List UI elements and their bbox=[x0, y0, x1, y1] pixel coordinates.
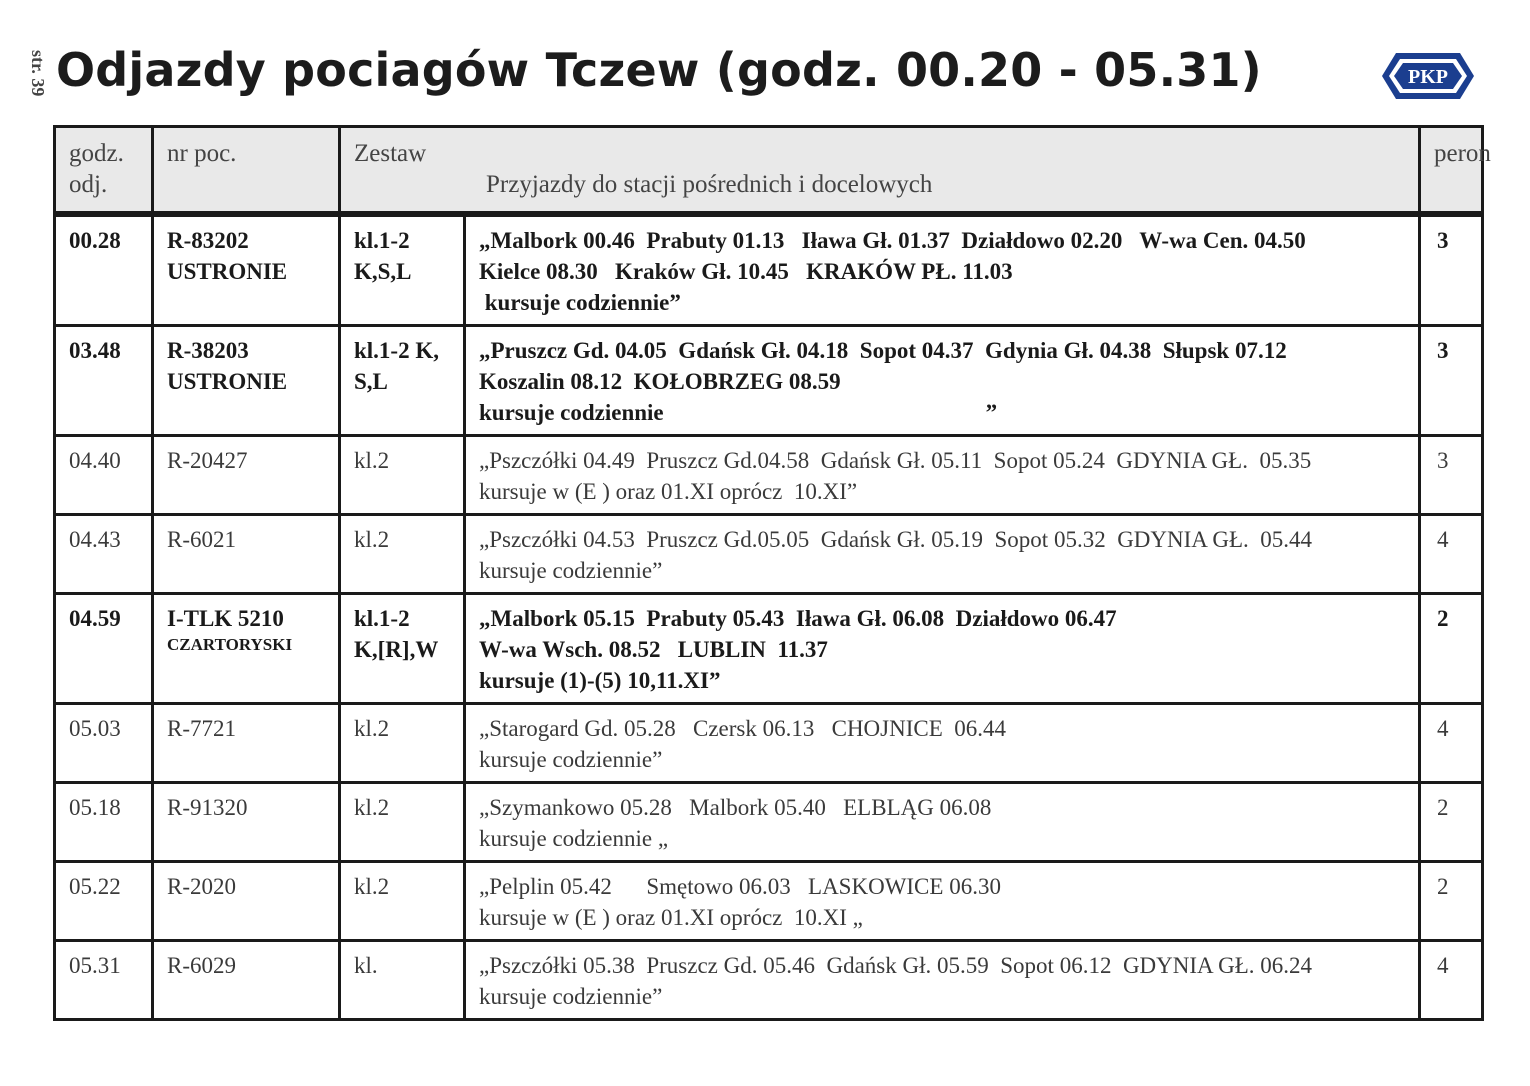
route-line: kursuje codziennie” bbox=[479, 747, 663, 772]
composition-cell bbox=[340, 941, 465, 1020]
route-line: „Pszczółki 04.49 Pruszcz Gd.04.58 Gdańsk Gł. 05.11 Sopot 05.24 GDYNIA GŁ. 05.35 bbox=[479, 448, 1312, 473]
departure-time-cell: 04.40 bbox=[55, 436, 153, 515]
header-route: Przyjazdy do stacji pośrednich i docelowych bbox=[486, 171, 933, 198]
route-cell bbox=[465, 941, 1420, 1020]
departure-time-cell: 05.03 bbox=[55, 704, 153, 783]
route-line: „Pszczółki 04.53 Pruszcz Gd.05.05 Gdańsk Gł. 05.19 Sopot 05.32 GDYNIA GŁ. 05.44 bbox=[479, 527, 1313, 552]
route-line: kursuje w (E ) oraz 01.XI oprócz 10.XI” bbox=[479, 479, 858, 504]
composition-line: kl.2 bbox=[354, 874, 390, 899]
composition-line: kl.1-2 K, bbox=[354, 338, 439, 363]
departure-time-cell: 04.59 bbox=[55, 594, 153, 704]
route-cell bbox=[465, 326, 1420, 436]
composition-line: kl.1-2 bbox=[354, 228, 410, 253]
composition-line: S,L bbox=[354, 369, 388, 394]
route-cell bbox=[465, 704, 1420, 783]
train-name: USTRONIE bbox=[167, 369, 288, 394]
train-name: USTRONIE bbox=[167, 259, 288, 284]
train-number-cell bbox=[153, 862, 340, 941]
train-number-cell bbox=[153, 704, 340, 783]
route-line: kursuje codziennie” bbox=[479, 290, 681, 315]
train-number: R-20427 bbox=[167, 448, 248, 473]
train-number: I-TLK 5210 bbox=[167, 606, 284, 631]
page-title: Odjazdy pociagów Tczew (godz. 00.20 - 05.31) bbox=[56, 43, 1262, 97]
departure-time-cell: 04.43 bbox=[55, 515, 153, 594]
pkp-logo-text: PKP bbox=[1408, 66, 1448, 88]
platform-cell: 3 bbox=[1420, 326, 1483, 436]
departure-time-cell: 03.48 bbox=[55, 326, 153, 436]
header-time-line-2: odj. bbox=[69, 171, 108, 198]
route-line: Koszalin 08.12 KOŁOBRZEG 08.59 bbox=[479, 369, 841, 394]
header-composition: Zestaw bbox=[354, 140, 427, 167]
composition-line: kl.1-2 bbox=[354, 606, 410, 631]
departure-time-cell: 05.18 bbox=[55, 783, 153, 862]
route-line: kursuje w (E ) oraz 01.XI oprócz 10.XI „ bbox=[479, 905, 863, 930]
route-cell bbox=[465, 214, 1420, 326]
pkp-logo bbox=[1380, 50, 1476, 102]
header-time-line-1: godz. bbox=[69, 140, 124, 167]
train-number-cell bbox=[153, 326, 340, 436]
table-row bbox=[55, 783, 1483, 862]
composition-cell bbox=[340, 326, 465, 436]
train-number: R-83202 bbox=[167, 228, 249, 253]
departures-table-body bbox=[55, 214, 1483, 1020]
route-line: kursuje codziennie ” bbox=[479, 400, 998, 425]
departure-time-cell: 05.22 bbox=[55, 862, 153, 941]
train-number-cell bbox=[153, 594, 340, 704]
route-line: „Pelplin 05.42 Smętowo 06.03 LASKOWICE 06.30 bbox=[479, 874, 1001, 899]
platform-cell: 3 bbox=[1420, 436, 1483, 515]
composition-line: kl.2 bbox=[354, 448, 390, 473]
composition-cell bbox=[340, 704, 465, 783]
route-cell bbox=[465, 436, 1420, 515]
train-number: R-2020 bbox=[167, 874, 236, 899]
route-line: „Pruszcz Gd. 04.05 Gdańsk Gł. 04.18 Sopot 04.37 Gdynia Gł. 04.38 Słupsk 07.12 bbox=[479, 338, 1287, 363]
composition-line: K,S,L bbox=[354, 259, 412, 284]
route-cell bbox=[465, 783, 1420, 862]
route-line: „Starogard Gd. 05.28 Czersk 06.13 CHOJNICE 06.44 bbox=[479, 716, 1007, 741]
route-line: „Malbork 05.15 Prabuty 05.43 Iława Gł. 06.08 Działdowo 06.47 bbox=[479, 606, 1117, 631]
table-row bbox=[55, 862, 1483, 941]
composition-cell bbox=[340, 594, 465, 704]
train-number-cell bbox=[153, 941, 340, 1020]
composition-line: kl.2 bbox=[354, 716, 390, 741]
composition-line: kl. bbox=[354, 953, 378, 978]
table-row bbox=[55, 326, 1483, 436]
train-number-cell bbox=[153, 515, 340, 594]
table-row bbox=[55, 436, 1483, 515]
table-row bbox=[55, 941, 1483, 1020]
composition-cell bbox=[340, 515, 465, 594]
composition-line: kl.2 bbox=[354, 527, 390, 552]
table-row bbox=[55, 704, 1483, 783]
platform-cell: 3 bbox=[1420, 214, 1483, 326]
route-line: „Pszczółki 05.38 Pruszcz Gd. 05.46 Gdańsk Gł. 05.59 Sopot 06.12 GDYNIA GŁ. 06.24 bbox=[479, 953, 1313, 978]
composition-cell bbox=[340, 214, 465, 326]
route-line: kursuje codziennie „ bbox=[479, 826, 669, 851]
platform-cell: 4 bbox=[1420, 704, 1483, 783]
route-line: „Malbork 00.46 Prabuty 01.13 Iława Gł. 01.37 Działdowo 02.20 W-wa Cen. 04.50 bbox=[479, 228, 1306, 253]
composition-cell bbox=[340, 862, 465, 941]
composition-cell bbox=[340, 783, 465, 862]
platform-cell: 2 bbox=[1420, 783, 1483, 862]
header-composition-route bbox=[340, 127, 1420, 215]
platform-cell: 4 bbox=[1420, 515, 1483, 594]
train-number-cell bbox=[153, 214, 340, 326]
page-number-label: str. 39 bbox=[28, 50, 48, 97]
departure-time-cell: 00.28 bbox=[55, 214, 153, 326]
route-line: kursuje (1)-(5) 10,11.XI” bbox=[479, 668, 721, 693]
route-line: kursuje codziennie” bbox=[479, 984, 663, 1009]
table-row bbox=[55, 515, 1483, 594]
route-cell bbox=[465, 594, 1420, 704]
table-row bbox=[55, 594, 1483, 704]
table-header-row bbox=[55, 127, 1483, 215]
train-number-cell bbox=[153, 783, 340, 862]
header-train-number: nr poc. bbox=[153, 127, 340, 215]
train-number: R-7721 bbox=[167, 716, 236, 741]
header-departure-time bbox=[55, 127, 153, 215]
composition-line: K,[R],W bbox=[354, 637, 439, 662]
train-number: R-91320 bbox=[167, 795, 248, 820]
table-row bbox=[55, 214, 1483, 326]
train-name: CZARTORYSKI bbox=[167, 635, 293, 654]
composition-line: kl.2 bbox=[354, 795, 390, 820]
platform-cell: 4 bbox=[1420, 941, 1483, 1020]
train-number-cell bbox=[153, 436, 340, 515]
train-number: R-6029 bbox=[167, 953, 236, 978]
composition-cell bbox=[340, 436, 465, 515]
train-number: R-38203 bbox=[167, 338, 249, 363]
departure-time-cell: 05.31 bbox=[55, 941, 153, 1020]
route-line: Kielce 08.30 Kraków Gł. 10.45 KRAKÓW PŁ. 11.03 bbox=[479, 259, 1013, 284]
route-cell bbox=[465, 515, 1420, 594]
route-cell bbox=[465, 862, 1420, 941]
route-line: „Szymankowo 05.28 Malbork 05.40 ELBLĄG 06.08 bbox=[479, 795, 992, 820]
departures-table bbox=[53, 125, 1491, 1021]
platform-cell: 2 bbox=[1420, 862, 1483, 941]
train-number: R-6021 bbox=[167, 527, 236, 552]
header-platform: peron bbox=[1420, 127, 1483, 215]
route-line: kursuje codziennie” bbox=[479, 558, 663, 583]
platform-cell: 2 bbox=[1420, 594, 1483, 704]
route-line: W-wa Wsch. 08.52 LUBLIN 11.37 bbox=[479, 637, 828, 662]
